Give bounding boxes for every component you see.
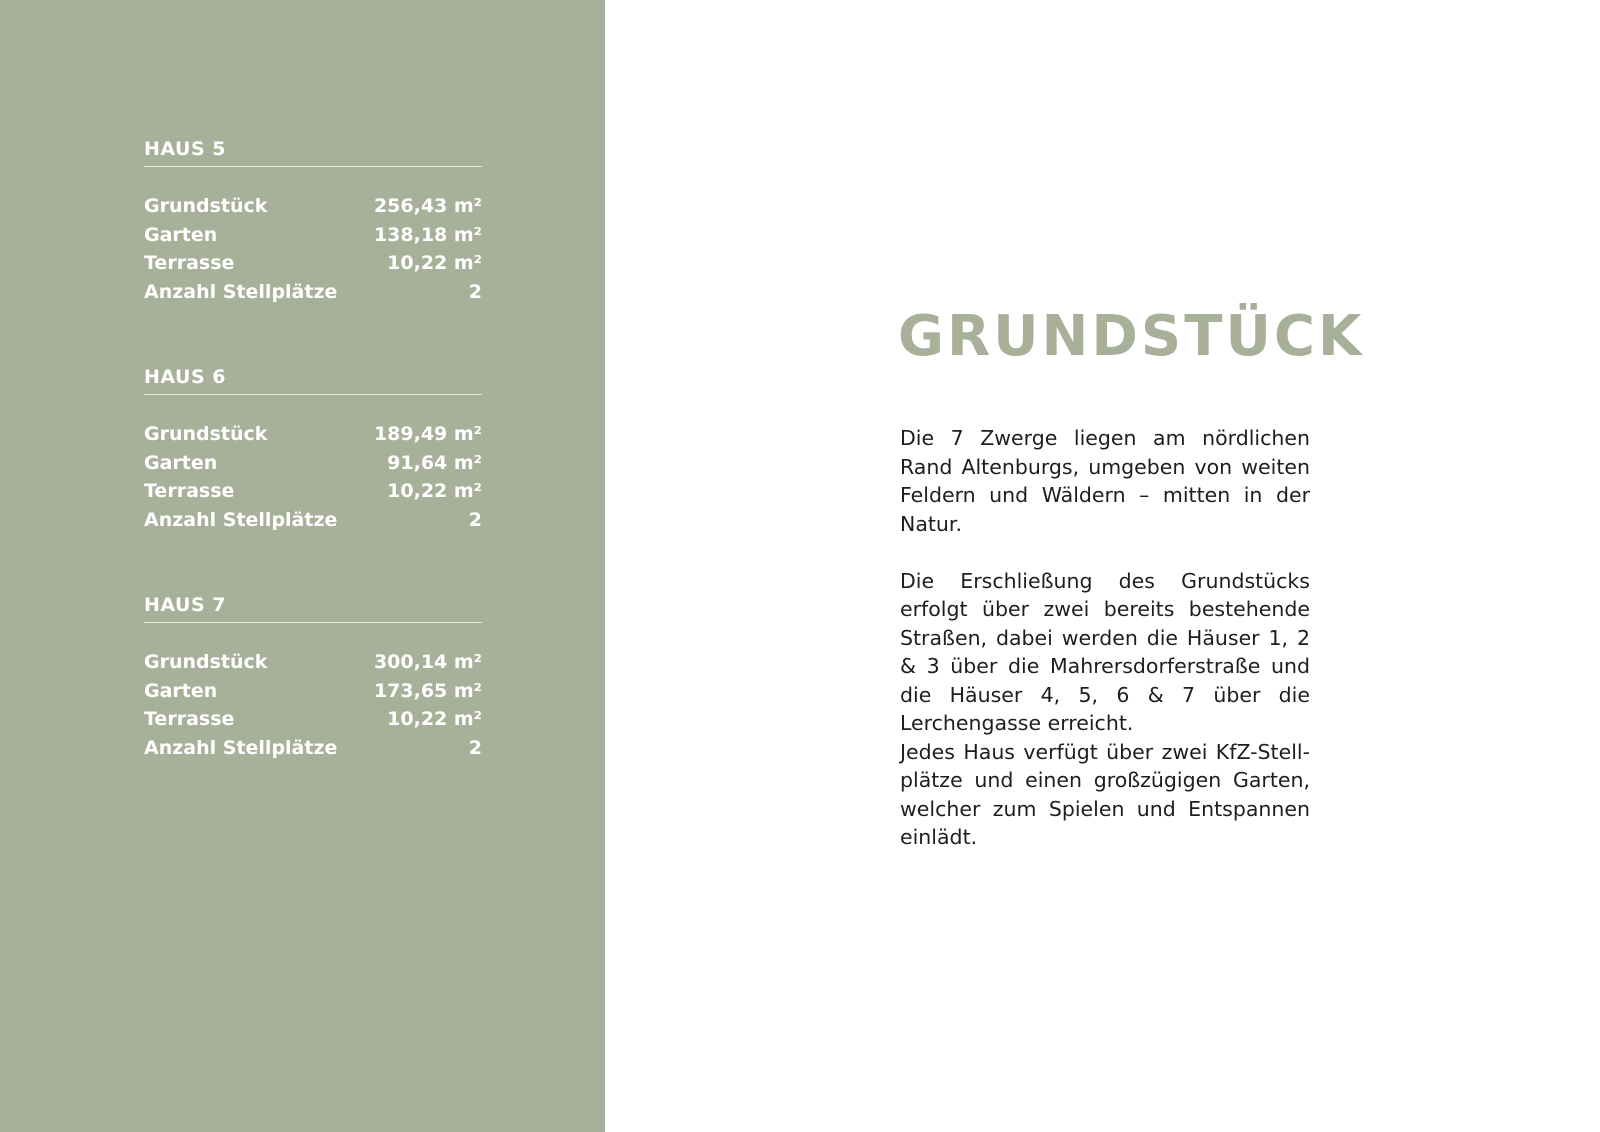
spec-row <box>144 506 482 535</box>
spec-label: Garten <box>144 679 218 702</box>
page-title: GRUNDSTÜCK <box>898 304 1365 369</box>
spec-row <box>144 477 482 506</box>
spec-row <box>144 449 482 478</box>
spec-value: 91,64 m² <box>387 451 482 474</box>
spec-label: Garten <box>144 223 218 246</box>
spec-list <box>144 192 482 306</box>
spec-label: Anzahl Stellplätze <box>144 508 338 531</box>
house-title: HAUS 5 <box>144 138 482 167</box>
spec-row <box>144 420 482 449</box>
spec-label: Grundstück <box>144 423 268 445</box>
paragraph: Jedes Haus verfügt über zwei KfZ-Stellplätze und einen großzügigen Garten, welcher zum Spielen und Entspannen einlädt. <box>900 739 1310 849</box>
spec-row <box>144 278 482 307</box>
spec-row <box>144 648 482 677</box>
spec-list <box>144 420 482 534</box>
spec-row <box>144 734 482 763</box>
spec-label: Anzahl Stellplätze <box>144 280 338 303</box>
spec-label: Terrasse <box>144 708 235 730</box>
spec-value: 300,14 m² <box>373 651 482 673</box>
house-5-section <box>144 138 482 306</box>
spec-row <box>144 705 482 734</box>
spec-value: 2 <box>468 280 482 303</box>
spec-list <box>144 648 482 762</box>
spec-label: Grundstück <box>144 195 268 217</box>
spec-value: 10,22 m² <box>387 252 482 274</box>
spec-row <box>144 192 482 221</box>
spec-row <box>144 221 482 250</box>
spec-value: 10,22 m² <box>387 708 482 730</box>
spec-value: 2 <box>468 736 482 759</box>
spec-value: 2 <box>468 508 482 531</box>
spec-value: 256,43 m² <box>373 195 482 217</box>
spec-value: 189,49 m² <box>373 423 482 445</box>
spec-label: Terrasse <box>144 480 235 502</box>
left-panel <box>0 0 605 1132</box>
spec-label: Grundstück <box>144 651 268 673</box>
spec-label: Garten <box>144 451 218 474</box>
spec-row <box>144 677 482 706</box>
house-title: HAUS 6 <box>144 366 482 395</box>
spec-value: 10,22 m² <box>387 480 482 502</box>
spec-row <box>144 249 482 278</box>
paragraph: Die 7 Zwerge liegen am nördlichen Rand Altenburgs, umgeben von weiten Feldern und Wäldern – mitten in der Natur. <box>900 426 1310 536</box>
spec-value: 138,18 m² <box>373 223 482 246</box>
house-7-section <box>144 594 482 762</box>
spec-label: Terrasse <box>144 252 235 274</box>
body-text <box>900 424 1310 852</box>
paragraph: Die Erschließung des Grundstücks erfolgt über zwei bereits bestehende Straßen, dabei werden die Häuser 1, 2 & 3 über die Mahrersdorferstraße und die Häuser 4, 5, 6 & 7 über die Lerchengasse erreicht. <box>900 568 1310 735</box>
house-title: HAUS 7 <box>144 594 482 623</box>
spec-value: 173,65 m² <box>373 679 482 702</box>
house-6-section <box>144 366 482 534</box>
spec-label: Anzahl Stellplätze <box>144 736 338 759</box>
